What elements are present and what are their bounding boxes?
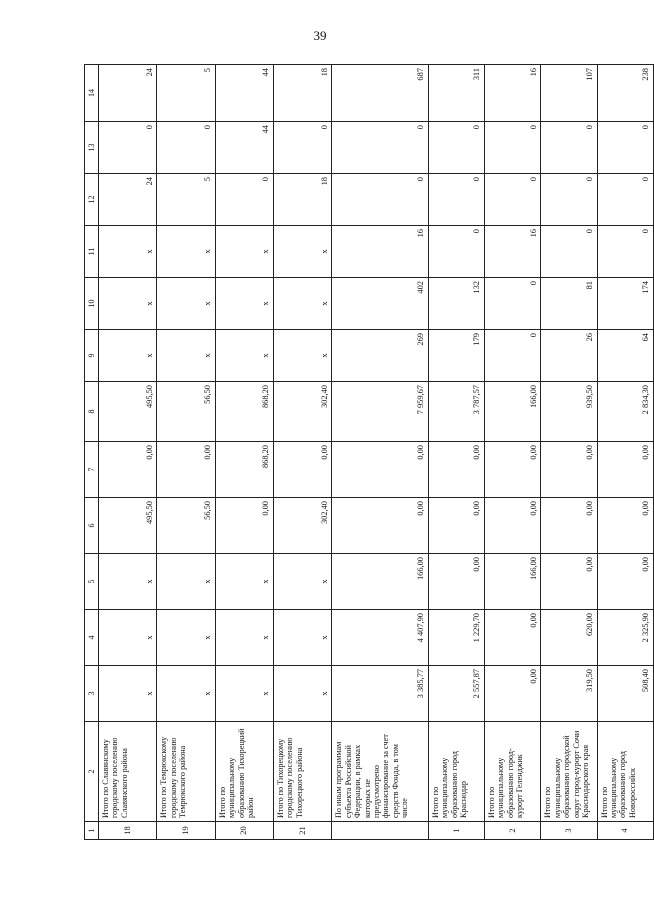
table-cell: 44 <box>215 65 273 122</box>
row-index: 1 <box>428 822 484 840</box>
row-index <box>332 822 429 840</box>
table-row <box>273 65 331 840</box>
row-index: 3 <box>541 822 597 840</box>
table-cell: 311 <box>428 65 484 122</box>
table-cell: 0 <box>541 122 597 174</box>
column-header: 3 <box>85 666 99 722</box>
table-cell: 0 <box>541 226 597 278</box>
column-header: 5 <box>85 554 99 610</box>
table-row <box>428 65 484 840</box>
table-cell: x <box>215 278 273 330</box>
table-row <box>597 65 653 840</box>
table-cell: 0 <box>332 174 429 226</box>
table-cell: 3 385,77 <box>332 666 429 722</box>
table-cell: 44 <box>215 122 273 174</box>
table-cell: 16 <box>485 65 541 122</box>
table-cell: 0,00 <box>332 442 429 498</box>
table-cell: 0 <box>428 226 484 278</box>
table-row <box>215 65 273 840</box>
table-cell: 0,00 <box>428 498 484 554</box>
table-cell: 16 <box>332 226 429 278</box>
table-cell: 174 <box>597 278 653 330</box>
table-cell: x <box>273 330 331 382</box>
table-cell: 0,00 <box>597 442 653 498</box>
row-name: Итого по Славянскому городскому поселению Славянского района <box>99 722 157 822</box>
table-cell: 0 <box>485 278 541 330</box>
table-cell: 0 <box>597 122 653 174</box>
header-row <box>85 65 99 840</box>
row-name: Итого по муниципальному образованию город Краснодар <box>428 722 484 822</box>
table-cell: 0,00 <box>485 610 541 666</box>
row-index: 20 <box>215 822 273 840</box>
table-cell: 24 <box>99 174 157 226</box>
table-cell: 0,00 <box>157 442 215 498</box>
table-cell: x <box>99 610 157 666</box>
table-cell: 868,20 <box>215 382 273 442</box>
table-cell: 4 407,90 <box>332 610 429 666</box>
table-cell: 7 959,67 <box>332 382 429 442</box>
table-cell: 18 <box>273 174 331 226</box>
table-cell: 0,00 <box>99 442 157 498</box>
table-cell: 0,00 <box>541 442 597 498</box>
row-name: Итого по муниципальному образованию городской округ город-курорт Сочи Краснодарского края <box>541 722 597 822</box>
table-cell: 0 <box>332 122 429 174</box>
table-cell: 508,40 <box>597 666 653 722</box>
table-cell: 495,50 <box>99 382 157 442</box>
column-header: 9 <box>85 330 99 382</box>
table-cell: x <box>215 666 273 722</box>
row-index: 4 <box>597 822 653 840</box>
table-cell: 18 <box>273 65 331 122</box>
table-row <box>157 65 215 840</box>
row-name: Итого по муниципальному образованию город-курорт Геленджик <box>485 722 541 822</box>
table-cell: 2 557,87 <box>428 666 484 722</box>
table-cell: x <box>215 330 273 382</box>
column-header: 13 <box>85 122 99 174</box>
table-cell: 402 <box>332 278 429 330</box>
table-cell: 0 <box>597 226 653 278</box>
table-cell: 0 <box>541 174 597 226</box>
table-cell: x <box>215 226 273 278</box>
table-cell: x <box>99 226 157 278</box>
column-header: 6 <box>85 498 99 554</box>
table-cell: 64 <box>597 330 653 382</box>
table-row <box>541 65 597 840</box>
table-cell: x <box>273 226 331 278</box>
table-cell: 620,00 <box>541 610 597 666</box>
table-cell: 179 <box>428 330 484 382</box>
table-cell: 0 <box>273 122 331 174</box>
table-cell: 939,50 <box>541 382 597 442</box>
table-container <box>84 65 654 840</box>
table-cell: 107 <box>541 65 597 122</box>
table-cell: 26 <box>541 330 597 382</box>
table-cell: 1 229,70 <box>428 610 484 666</box>
table-cell: 302,40 <box>273 382 331 442</box>
table-cell: 0 <box>485 174 541 226</box>
table-cell: 0 <box>157 122 215 174</box>
table-cell: 0 <box>428 122 484 174</box>
table-cell: 0,00 <box>597 554 653 610</box>
table-cell: 0,00 <box>273 442 331 498</box>
table-cell: 269 <box>332 330 429 382</box>
table-cell: 2 325,90 <box>597 610 653 666</box>
table-cell: x <box>273 666 331 722</box>
table-cell: x <box>215 554 273 610</box>
table-cell: 5 <box>157 65 215 122</box>
row-name: Итого по муниципальному образованию город Новороссийск <box>597 722 653 822</box>
table-cell: 0,00 <box>485 442 541 498</box>
table-cell: x <box>273 610 331 666</box>
table-cell: x <box>157 226 215 278</box>
column-header: 8 <box>85 382 99 442</box>
table-cell: 0 <box>597 174 653 226</box>
table-cell: 0 <box>485 122 541 174</box>
table-cell: x <box>99 278 157 330</box>
data-table <box>84 64 654 840</box>
table-cell: x <box>157 554 215 610</box>
table-cell: 0,00 <box>332 498 429 554</box>
column-header: 2 <box>85 722 99 822</box>
row-index: 2 <box>485 822 541 840</box>
row-index: 18 <box>99 822 157 840</box>
table-cell: 3 787,57 <box>428 382 484 442</box>
table-cell: 238 <box>597 65 653 122</box>
table-cell: 0 <box>485 330 541 382</box>
table-row <box>99 65 157 840</box>
table-cell: 56,50 <box>157 498 215 554</box>
table-cell: 0,00 <box>541 554 597 610</box>
table-cell: 0,00 <box>485 498 541 554</box>
column-header: 1 <box>85 822 99 840</box>
column-header: 11 <box>85 226 99 278</box>
column-header: 10 <box>85 278 99 330</box>
table-cell: 2 834,30 <box>597 382 653 442</box>
table-cell: x <box>215 610 273 666</box>
table-cell: 5 <box>157 174 215 226</box>
table-cell: 319,50 <box>541 666 597 722</box>
table-cell: 0 <box>428 174 484 226</box>
table-cell: 56,50 <box>157 382 215 442</box>
table-cell: 81 <box>541 278 597 330</box>
table-cell: 24 <box>99 65 157 122</box>
table-cell: 166,00 <box>485 554 541 610</box>
table-cell: x <box>157 666 215 722</box>
row-name: Итого по Тихорецкому городскому поселению Тихорецкого района <box>273 722 331 822</box>
table-cell: 0,00 <box>215 498 273 554</box>
table-cell: x <box>99 554 157 610</box>
table-cell: 0,00 <box>597 498 653 554</box>
table-cell: 495,50 <box>99 498 157 554</box>
table-row <box>485 65 541 840</box>
table-cell: 687 <box>332 65 429 122</box>
column-header: 4 <box>85 610 99 666</box>
table-cell: x <box>273 278 331 330</box>
table-row <box>332 65 429 840</box>
table-cell: 0,00 <box>428 442 484 498</box>
table-cell: x <box>99 330 157 382</box>
table-cell: 0,00 <box>485 666 541 722</box>
column-header: 14 <box>85 65 99 122</box>
table-cell: 868,20 <box>215 442 273 498</box>
column-header: 12 <box>85 174 99 226</box>
table-cell: x <box>157 610 215 666</box>
table-cell: x <box>273 554 331 610</box>
row-index: 19 <box>157 822 215 840</box>
row-index: 21 <box>273 822 331 840</box>
table-cell: 132 <box>428 278 484 330</box>
table-cell: 0 <box>215 174 273 226</box>
row-name: Итого по Темрюкскому городскому поселению Темрюкского района <box>157 722 215 822</box>
table-cell: 0,00 <box>541 498 597 554</box>
table-cell: 0 <box>99 122 157 174</box>
table-cell: 302,40 <box>273 498 331 554</box>
table-cell: x <box>99 666 157 722</box>
page-number: 39 <box>313 28 327 43</box>
table-cell: x <box>157 330 215 382</box>
table-cell: 0,00 <box>428 554 484 610</box>
table-cell: x <box>157 278 215 330</box>
row-name: По иным программам субъекта Российской Федерации, в рамках которых не предусмотрено финансирование за счет средств Фонда, в том числе <box>332 722 429 822</box>
table-cell: 166,00 <box>332 554 429 610</box>
column-header: 7 <box>85 442 99 498</box>
row-name: Итого по муниципальному образованию Тихорецкий район <box>215 722 273 822</box>
table-cell: 166,00 <box>485 382 541 442</box>
table-cell: 16 <box>485 226 541 278</box>
